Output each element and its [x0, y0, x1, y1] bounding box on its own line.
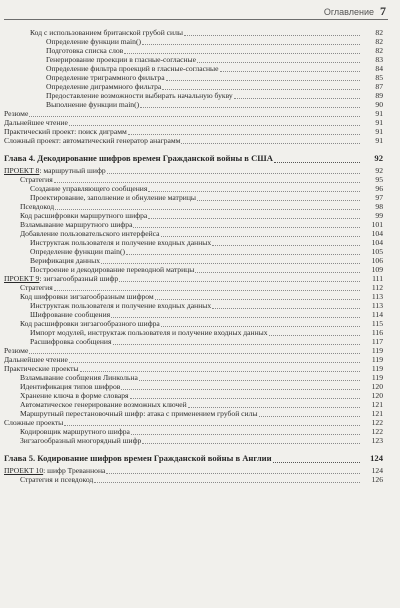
leader-dots — [162, 89, 360, 90]
toc-entry-title: Резюме — [4, 346, 29, 355]
toc-page-number: 95 — [375, 175, 383, 184]
toc-entry-title: Инструктаж пользователя и получение входных данных — [30, 238, 212, 247]
toc-entry[interactable] — [0, 409, 400, 418]
leader-dots — [111, 317, 360, 318]
toc-entry[interactable] — [0, 301, 400, 310]
leader-dots — [197, 62, 360, 63]
toc-entry-title: Генерирование проекции в гласные-согласные — [46, 55, 196, 64]
toc-entry-title: Стратегия и псевдокод — [20, 475, 94, 484]
toc-entry-title: Стратегия — [20, 283, 53, 292]
toc-entry[interactable] — [0, 82, 400, 91]
toc-entry[interactable] — [0, 310, 400, 319]
toc-entry-title: Стратегия — [20, 175, 53, 184]
toc-page-number: 106 — [371, 256, 383, 265]
toc-page-number: 124 — [371, 466, 383, 475]
project-link[interactable]: ПРОЕКТ 10 — [4, 466, 44, 475]
toc-entry[interactable] — [0, 238, 400, 247]
toc-page-number: 87 — [375, 82, 383, 91]
toc-entry[interactable] — [0, 319, 400, 328]
leader-dots — [195, 272, 360, 273]
toc-entry[interactable] — [0, 346, 400, 355]
toc-entry[interactable] — [0, 382, 400, 391]
leader-dots — [69, 362, 360, 363]
toc-entry[interactable] — [0, 73, 400, 82]
toc-page-number: 121 — [371, 409, 383, 418]
toc-entry-title: Идентификация типов шифров — [20, 382, 121, 391]
toc-page-number: 96 — [375, 184, 383, 193]
toc-page-number: 120 — [371, 382, 383, 391]
leader-dots — [274, 162, 360, 163]
toc-page-number: 105 — [371, 247, 383, 256]
leader-dots — [140, 107, 360, 108]
leader-dots — [69, 125, 360, 126]
leader-dots — [29, 353, 360, 354]
toc-entry-title: Выполнение функции main() — [46, 100, 140, 109]
toc-page-number: 82 — [375, 28, 383, 37]
leader-dots — [121, 389, 360, 390]
leader-dots — [113, 344, 361, 345]
toc-entry[interactable] — [0, 418, 400, 427]
toc-page-number: 111 — [372, 274, 383, 283]
leader-dots — [188, 407, 360, 408]
toc-page-number: 124 — [370, 453, 383, 463]
toc-entry-title: Добавление пользовательского интерфейса — [20, 229, 160, 238]
toc-entry[interactable] — [0, 256, 400, 265]
toc-entry-title: Расшифровка сообщения — [30, 337, 112, 346]
toc-page-number: 122 — [371, 418, 383, 427]
leader-dots — [273, 462, 360, 463]
leader-dots — [80, 371, 360, 372]
leader-dots — [155, 299, 360, 300]
leader-dots — [142, 44, 360, 45]
toc-entry-title: Код расшифровки зигзагообразного шифра — [20, 319, 160, 328]
page-number: 7 — [380, 4, 386, 18]
toc-page-number: 84 — [375, 64, 383, 73]
toc-entry-title: Код шифровки зигзагообразным шифром — [20, 292, 154, 301]
toc-entry[interactable] — [0, 127, 400, 136]
toc-entry[interactable] — [0, 37, 400, 46]
toc-page-number: 119 — [371, 346, 383, 355]
toc-entry-title: Хранение ключа в форме словаря — [20, 391, 129, 400]
project-title: : маршрутный шифр — [39, 166, 106, 175]
toc-page-number: 112 — [371, 283, 383, 292]
leader-dots — [128, 134, 360, 135]
toc-entry-title: Проектирование, заполнение и обнуление матрицы — [30, 193, 196, 202]
toc-page-number: 91 — [375, 136, 383, 145]
toc-page-number: 92 — [375, 166, 383, 175]
leader-dots — [161, 236, 360, 237]
leader-dots — [184, 35, 360, 36]
toc-page-number: 113 — [371, 301, 383, 310]
toc-entry-title — [4, 274, 118, 283]
toc-entry-title — [4, 466, 105, 475]
toc-entry-title: Шифрование сообщения — [30, 310, 111, 319]
toc-entry[interactable] — [0, 118, 400, 127]
toc-entry[interactable] — [0, 202, 400, 211]
toc-page-number: 89 — [375, 91, 383, 100]
toc-project[interactable] — [0, 166, 400, 175]
leader-dots — [148, 218, 360, 219]
project-title: : зигзагообразный шифр — [39, 274, 119, 283]
leader-dots — [166, 80, 360, 81]
toc-entry-title — [4, 166, 106, 175]
toc-entry[interactable] — [0, 355, 400, 364]
toc-chapter[interactable] — [0, 151, 400, 166]
toc-entry[interactable] — [0, 328, 400, 337]
toc-entry-title: Псевдокод — [20, 202, 55, 211]
toc-entry-title: Кодировщик маршрутного шифра — [20, 427, 130, 436]
toc-page-number: 99 — [375, 211, 383, 220]
toc-page-number: 126 — [371, 475, 383, 484]
toc-page-number: 104 — [371, 229, 383, 238]
leader-dots — [55, 209, 360, 210]
toc-entry-title: Маршрутный перестановочный шифр: атака с применением грубой силы — [20, 409, 258, 418]
leader-dots — [106, 473, 360, 474]
leader-dots — [181, 143, 360, 144]
leader-dots — [148, 191, 360, 192]
toc-project[interactable] — [0, 466, 400, 475]
toc-entry[interactable] — [0, 337, 400, 346]
toc-entry[interactable] — [0, 373, 400, 382]
leader-dots — [259, 416, 361, 417]
leader-dots — [29, 116, 360, 117]
header-title: Оглавление — [323, 7, 374, 17]
toc-entry-title: Код с использованием британской грубой силы — [30, 28, 184, 37]
toc-entry-title: Резюме — [4, 109, 29, 118]
toc-chapter[interactable] — [0, 451, 400, 466]
project-link[interactable]: ПРОЕКТ 8 — [4, 166, 40, 175]
toc-entry-title: Определение фильтра проекций в гласные-согласные — [46, 64, 219, 73]
leader-dots — [130, 398, 361, 399]
toc-entry[interactable] — [0, 247, 400, 256]
running-header — [324, 4, 386, 19]
toc-page-number: 91 — [375, 109, 383, 118]
toc-entry[interactable] — [0, 292, 400, 301]
toc-entry[interactable] — [0, 193, 400, 202]
toc-page-number: 122 — [371, 427, 383, 436]
leader-dots — [131, 434, 360, 435]
toc-page-number: 97 — [375, 193, 383, 202]
leader-dots — [126, 254, 360, 255]
leader-dots — [212, 245, 360, 246]
toc-page-number: 91 — [375, 127, 383, 136]
leader-dots — [54, 182, 360, 183]
toc-page-number: 120 — [371, 391, 383, 400]
toc-entry-title: Определение функции main() — [46, 37, 142, 46]
toc-page-number: 92 — [374, 153, 383, 163]
leader-dots — [54, 290, 360, 291]
toc-entry[interactable] — [0, 91, 400, 100]
toc-entry-title: Автоматическое генерирование возможных ключей — [20, 400, 187, 409]
toc-page-number: 98 — [375, 202, 383, 211]
toc-entry[interactable] — [0, 28, 400, 37]
toc-page-number: 82 — [375, 37, 383, 46]
toc-entry-title: Глава 4. Декодирование шифров времен Гражданской войны в США — [4, 153, 273, 163]
toc-page-number: 90 — [375, 100, 383, 109]
leader-dots — [139, 380, 360, 381]
toc-entry-title: Практический проект: поиск диграмм — [4, 127, 127, 136]
toc-entry-title: Взламывание сообщения Линкольна — [20, 373, 138, 382]
toc-entry-title: Импорт модулей, инструктаж пользователя и получение входных данных — [30, 328, 268, 337]
toc-page-number: 115 — [371, 319, 383, 328]
toc-entry[interactable] — [0, 46, 400, 55]
toc-entry[interactable] — [0, 64, 400, 73]
toc-entry[interactable] — [0, 55, 400, 64]
toc-entry-title: Сложные проекты — [4, 418, 64, 427]
leader-dots — [101, 263, 360, 264]
toc-page-number: 85 — [375, 73, 383, 82]
toc-entry-title: Верификация данных — [30, 256, 101, 265]
toc-entry-title: Построение и декодирование переводной матрицы — [30, 265, 195, 274]
toc-entry[interactable] — [0, 436, 400, 445]
toc-entry[interactable] — [0, 391, 400, 400]
project-title: : шифр Треваннона — [43, 466, 106, 475]
toc-entry[interactable] — [0, 265, 400, 274]
toc-entry-title: Определение функции main() — [30, 247, 126, 256]
toc-entry[interactable] — [0, 100, 400, 109]
toc-page-number: 82 — [375, 46, 383, 55]
toc-page-number: 91 — [375, 118, 383, 127]
toc-page-number: 101 — [371, 220, 383, 229]
toc-page-number: 121 — [371, 400, 383, 409]
project-link[interactable]: ПРОЕКТ 9 — [4, 274, 40, 283]
toc-entry-title: Практические проекты — [4, 364, 79, 373]
toc-entry-title: Зигзагообразный многорядный шифр — [20, 436, 142, 445]
toc-entry[interactable] — [0, 229, 400, 238]
header-rule — [4, 19, 388, 20]
leader-dots — [212, 308, 360, 309]
leader-dots — [107, 173, 360, 174]
toc-entry[interactable] — [0, 109, 400, 118]
toc-entry-title: Создание управляющего сообщения — [30, 184, 148, 193]
toc-page-number: 114 — [371, 310, 383, 319]
toc-page-number: 104 — [371, 238, 383, 247]
toc-page-number: 117 — [371, 337, 383, 346]
toc-entry-title: Инструктаж пользователя и получение входных данных — [30, 301, 212, 310]
toc-entry-title: Код расшифровки маршрутного шифра — [20, 211, 148, 220]
toc-page-number: 83 — [375, 55, 383, 64]
toc-entry[interactable] — [0, 400, 400, 409]
toc-entry-title: Дальнейшее чтение — [4, 118, 68, 127]
leader-dots — [124, 53, 360, 54]
toc-entry-title: Определение диграммного фильтра — [46, 82, 162, 91]
toc-entry[interactable] — [0, 211, 400, 220]
toc-entry-title: Сложный проект: автоматический генератор анаграмм — [4, 136, 181, 145]
leader-dots — [269, 335, 360, 336]
leader-dots — [234, 98, 360, 99]
leader-dots — [64, 425, 360, 426]
toc-entry-title: Определение триграммного фильтра — [46, 73, 165, 82]
leader-dots — [161, 326, 360, 327]
leader-dots — [220, 71, 360, 72]
toc-entry[interactable] — [0, 184, 400, 193]
toc-entry[interactable] — [0, 220, 400, 229]
leader-dots — [94, 482, 360, 483]
toc-entry[interactable] — [0, 427, 400, 436]
toc-entry-title: Предоставление возможности выбирать начальную букву — [46, 91, 233, 100]
toc-page-number: 113 — [371, 292, 383, 301]
toc-page-number: 116 — [371, 328, 383, 337]
leader-dots — [197, 200, 360, 201]
toc-entry[interactable] — [0, 175, 400, 184]
toc-entry-title: Дальнейшее чтение — [4, 355, 68, 364]
toc-project[interactable] — [0, 274, 400, 283]
toc-entry[interactable] — [0, 136, 400, 145]
toc-entry-title: Глава 5. Кодирование шифров времен Гражданской войны в Англии — [4, 453, 272, 463]
toc-entry[interactable] — [0, 364, 400, 373]
toc-page-number: 119 — [371, 364, 383, 373]
leader-dots — [133, 227, 360, 228]
toc-entry-title: Взламывание маршрутного шифра — [20, 220, 133, 229]
toc-entry-title: Подготовка списка слов — [46, 46, 124, 55]
toc-page-number: 123 — [371, 436, 383, 445]
toc-page-number: 119 — [371, 355, 383, 364]
leader-dots — [142, 443, 360, 444]
table-of-contents — [0, 28, 400, 484]
leader-dots — [119, 281, 360, 282]
toc-page-number: 109 — [371, 265, 383, 274]
toc-entry[interactable] — [0, 283, 400, 292]
toc-entry[interactable] — [0, 475, 400, 484]
toc-page-number: 119 — [371, 373, 383, 382]
